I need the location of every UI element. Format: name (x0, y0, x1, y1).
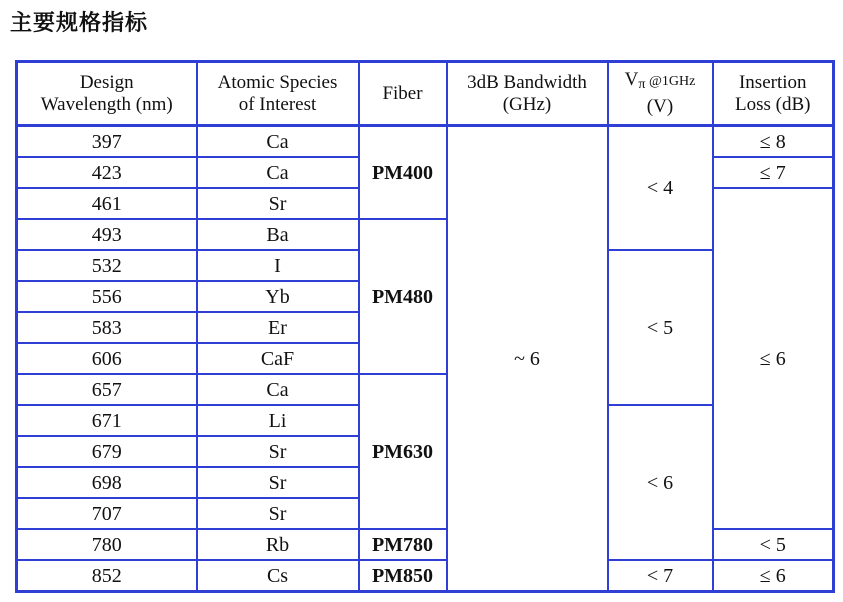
header-bandwidth-line2: (GHz) (502, 93, 552, 115)
cell-species: Sr (197, 467, 359, 498)
header-vpi-main: V (624, 69, 639, 90)
cell-species: Ba (197, 219, 359, 250)
cell-wavelength: 556 (17, 281, 197, 312)
header-loss-line2: Loss (dB) (735, 93, 811, 115)
cell-wavelength: 423 (17, 157, 197, 188)
header-vpi (608, 62, 713, 126)
header-loss-line1: Insertion (738, 71, 807, 93)
cell-species: CaF (197, 343, 359, 374)
header-loss (713, 62, 834, 126)
header-wavelength-line2: Wavelength (nm) (40, 93, 173, 115)
header-bandwidth-line1: 3dB Bandwidth (467, 71, 587, 93)
cell-fiber: PM630 (359, 374, 447, 529)
cell-species: Rb (197, 529, 359, 560)
cell-fiber: PM780 (359, 529, 447, 560)
header-wavelength-line1: Design (79, 71, 134, 93)
header-vpi-line1 (609, 69, 712, 96)
cell-vpi: < 6 (608, 405, 713, 560)
cell-species: Ca (197, 126, 359, 158)
cell-wavelength: 852 (17, 560, 197, 592)
cell-wavelength: 780 (17, 529, 197, 560)
cell-species: I (197, 250, 359, 281)
cell-wavelength: 583 (17, 312, 197, 343)
cell-species: Yb (197, 281, 359, 312)
header-vpi-unit: (V) (646, 96, 674, 117)
page-title: 主要规格指标 (10, 11, 149, 36)
header-bandwidth (447, 62, 608, 126)
cell-species: Ca (197, 374, 359, 405)
cell-vpi: < 4 (608, 126, 713, 251)
header-fiber: Fiber (359, 62, 447, 126)
cell-species: Er (197, 312, 359, 343)
cell-species: Li (197, 405, 359, 436)
cell-bandwidth: ~ 6 (447, 126, 608, 592)
cell-wavelength: 657 (17, 374, 197, 405)
table-row (17, 560, 834, 592)
cell-wavelength: 679 (17, 436, 197, 467)
cell-wavelength: 493 (17, 219, 197, 250)
header-vpi-sub: π (638, 77, 646, 92)
header-species-line2: of Interest (238, 93, 317, 115)
cell-wavelength: 461 (17, 188, 197, 219)
cell-vpi: < 5 (608, 250, 713, 405)
cell-loss: ≤ 6 (713, 188, 834, 529)
header-vpi-at: @1GHz (645, 74, 696, 89)
cell-loss: ≤ 6 (713, 560, 834, 592)
spec-table (15, 60, 835, 593)
cell-species: Sr (197, 498, 359, 529)
table-row (17, 126, 834, 158)
cell-wavelength: 707 (17, 498, 197, 529)
cell-fiber: PM850 (359, 560, 447, 592)
cell-wavelength: 671 (17, 405, 197, 436)
cell-wavelength: 698 (17, 467, 197, 498)
cell-species: Ca (197, 157, 359, 188)
header-wavelength (17, 62, 197, 126)
cell-wavelength: 606 (17, 343, 197, 374)
cell-species: Sr (197, 436, 359, 467)
cell-loss: < 5 (713, 529, 834, 560)
cell-wavelength: 532 (17, 250, 197, 281)
cell-fiber: PM400 (359, 126, 447, 220)
header-species (197, 62, 359, 126)
cell-loss: ≤ 7 (713, 157, 834, 188)
cell-wavelength: 397 (17, 126, 197, 158)
cell-vpi: < 7 (608, 560, 713, 592)
cell-species: Cs (197, 560, 359, 592)
cell-fiber: PM480 (359, 219, 447, 374)
cell-loss: ≤ 8 (713, 126, 834, 158)
header-species-line1: Atomic Species (217, 71, 338, 93)
header-row (17, 62, 834, 126)
cell-species: Sr (197, 188, 359, 219)
